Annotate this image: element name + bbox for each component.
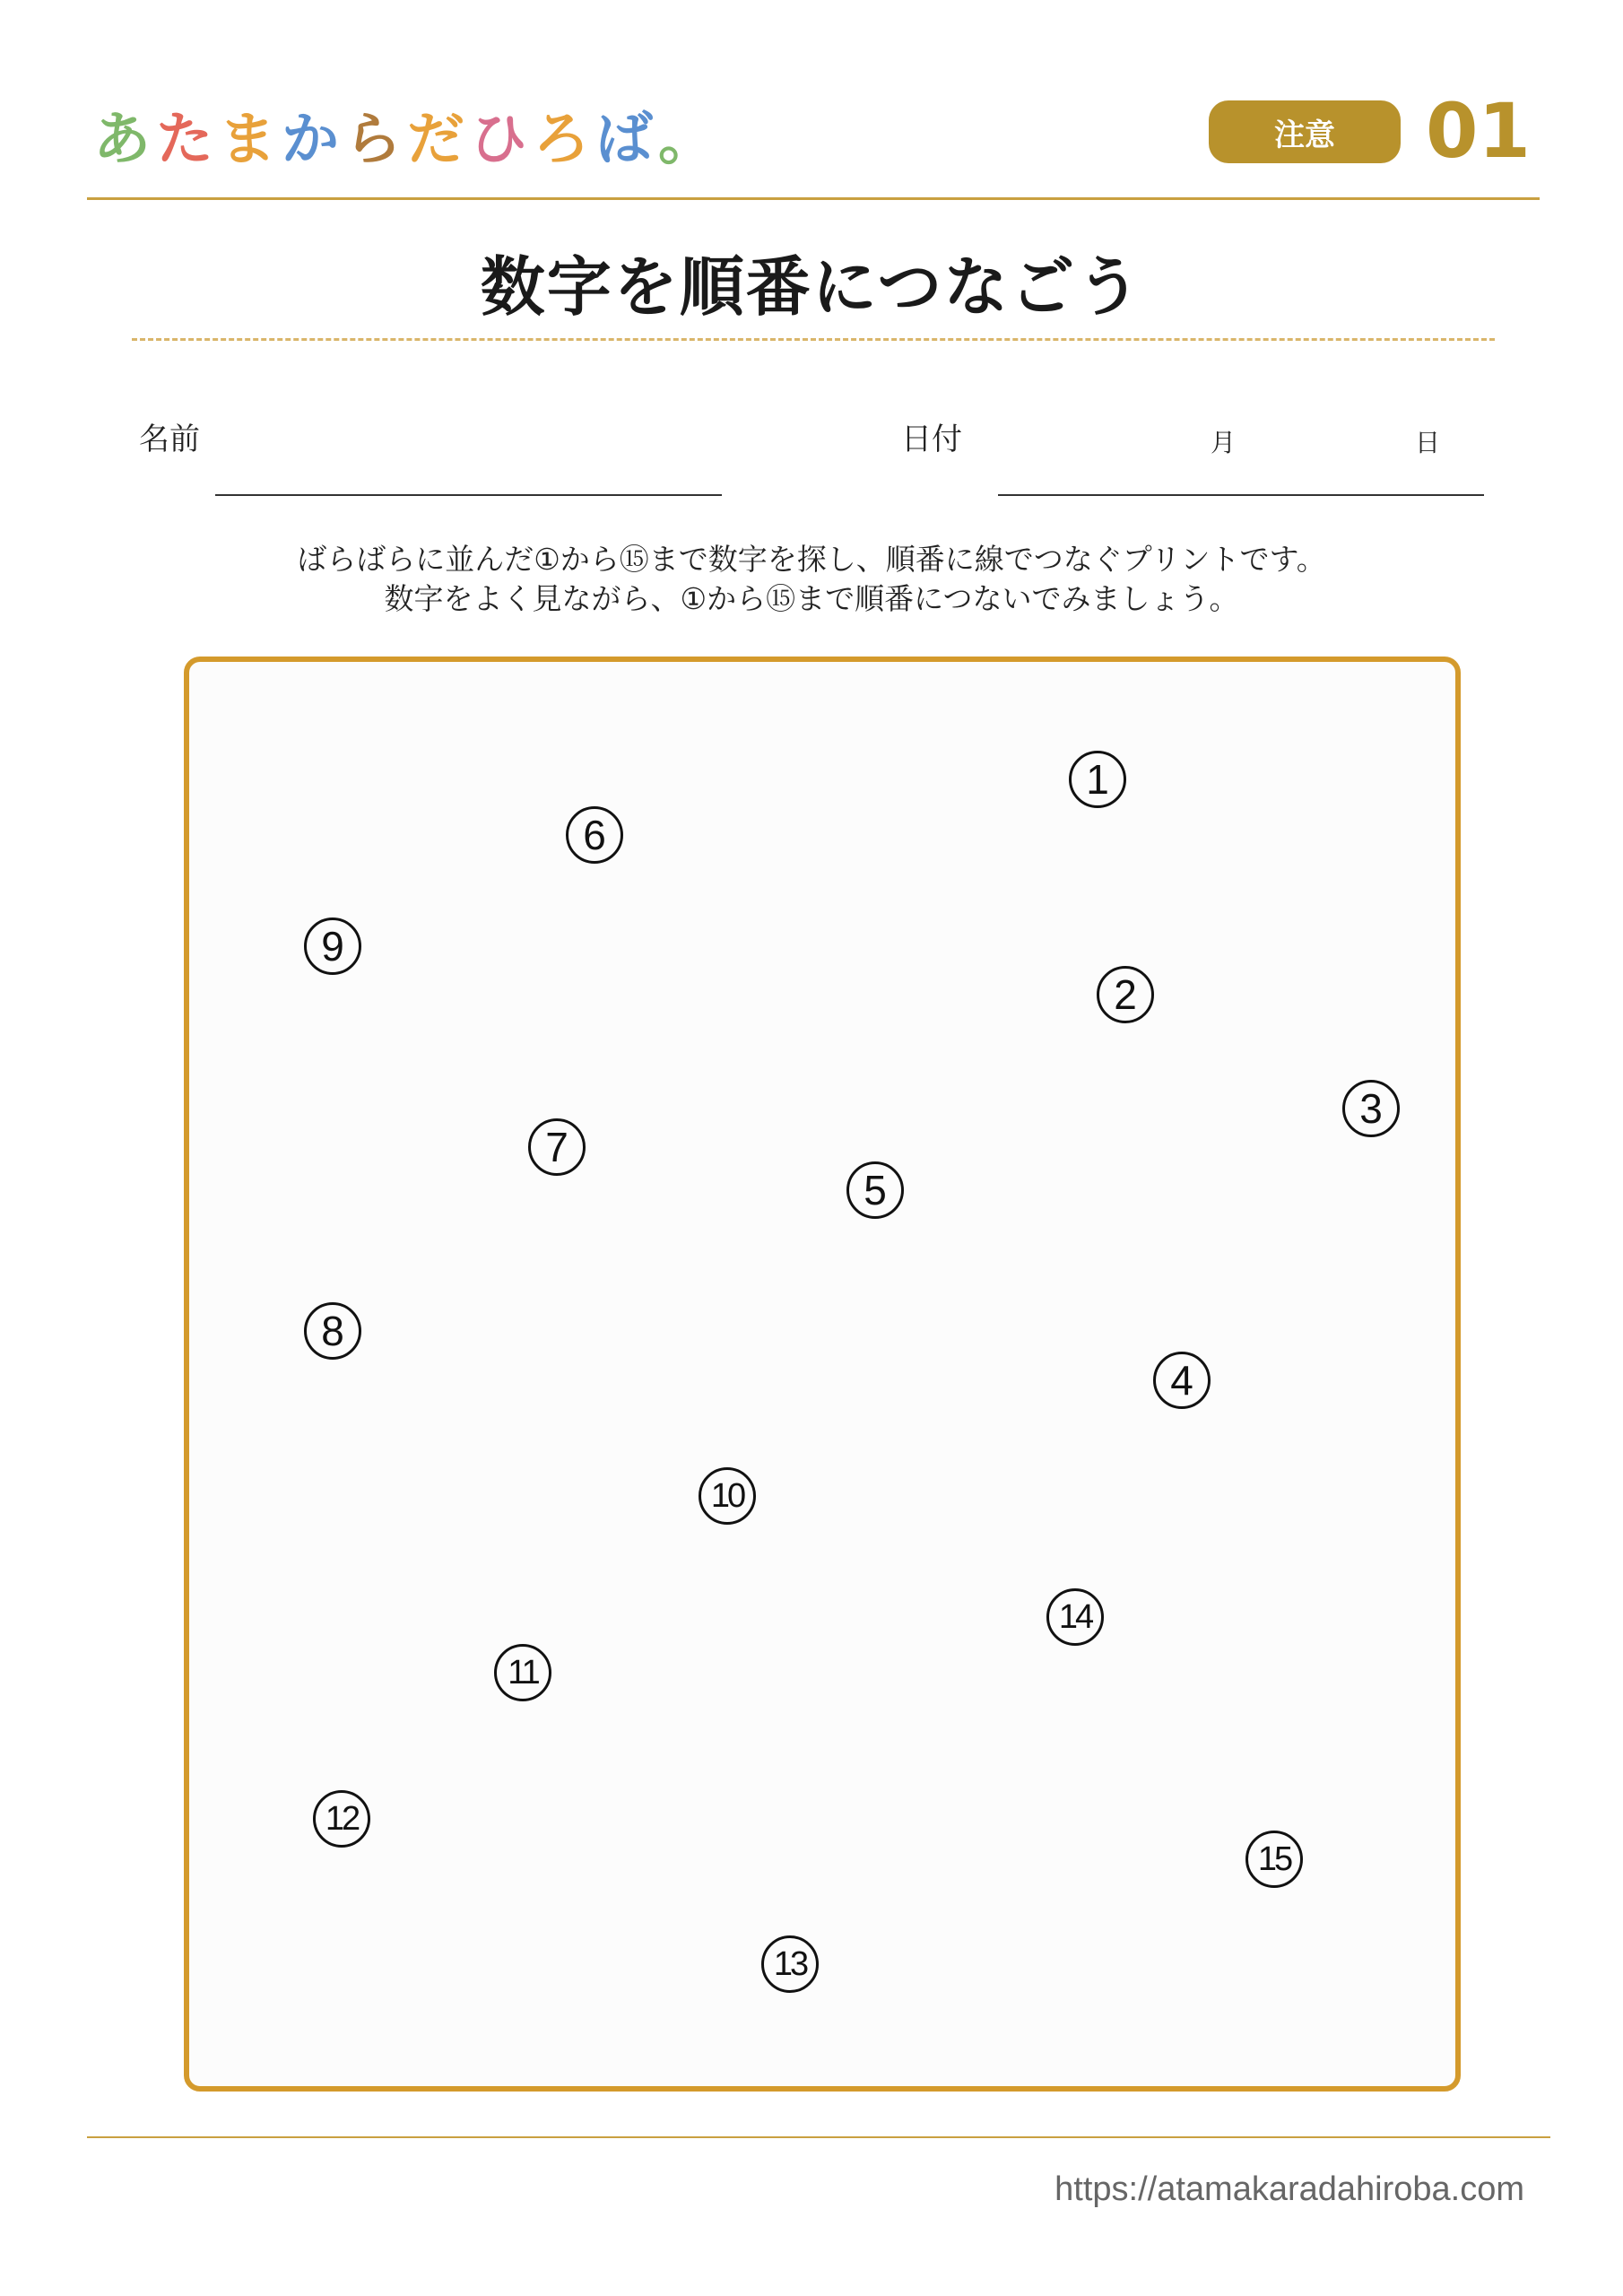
site-logo (93, 94, 717, 175)
number-dot-8[interactable]: 8 (304, 1302, 361, 1360)
puzzle-board[interactable] (184, 657, 1461, 2092)
number-dot-12[interactable]: 12 (313, 1790, 370, 1848)
number-dot-11[interactable]: 11 (494, 1644, 551, 1701)
number-dot-6[interactable]: 6 (566, 806, 623, 864)
footer-url[interactable]: https://atamakaradahiroba.com (1055, 2170, 1524, 2208)
number-dot-2[interactable]: 2 (1097, 966, 1154, 1023)
footer-divider (87, 2136, 1550, 2138)
logo-char: ら (344, 107, 404, 173)
logo-char: ろ (533, 107, 592, 173)
category-badge: 注意 (1209, 100, 1401, 163)
month-label: 月 (1211, 428, 1237, 457)
header-divider (87, 197, 1540, 200)
logo-char: た (156, 107, 215, 173)
name-label: 名前 (139, 422, 200, 457)
number-dot-15[interactable]: 15 (1245, 1831, 1303, 1888)
logo-char: ば (595, 107, 655, 173)
name-field[interactable] (215, 494, 722, 496)
date-label: 日付 (901, 422, 962, 457)
number-dot-1[interactable]: 1 (1069, 751, 1126, 808)
number-dot-4[interactable]: 4 (1153, 1352, 1211, 1409)
instruction-line-2: 数字をよく見ながら、①から⑮まで順番につないでみましょう。 (384, 581, 1239, 616)
page-title: 数字を順番につなごう (480, 249, 1143, 325)
logo-char: ま (219, 107, 278, 173)
logo-char: だ (407, 107, 466, 173)
logo-char: 。 (658, 107, 717, 173)
title-divider (132, 338, 1495, 341)
number-dot-14[interactable]: 14 (1046, 1588, 1104, 1646)
number-dot-3[interactable]: 3 (1342, 1080, 1400, 1137)
logo-char: か (282, 107, 341, 173)
number-dot-7[interactable]: 7 (528, 1118, 586, 1176)
logo-char: あ (93, 107, 152, 173)
instruction-line-1: ばらばらに並んだ①から⑮まで数字を探し、順番に線でつなぐプリントです。 (297, 542, 1326, 577)
number-dot-5[interactable]: 5 (846, 1161, 904, 1219)
day-label: 日 (1415, 428, 1441, 457)
date-field[interactable] (998, 494, 1484, 496)
number-dot-10[interactable]: 10 (699, 1467, 756, 1525)
number-dot-13[interactable]: 13 (761, 1935, 819, 1993)
logo-char: ひ (470, 107, 529, 173)
number-dot-9[interactable]: 9 (304, 918, 361, 975)
sheet-number: 01 (1426, 87, 1531, 175)
